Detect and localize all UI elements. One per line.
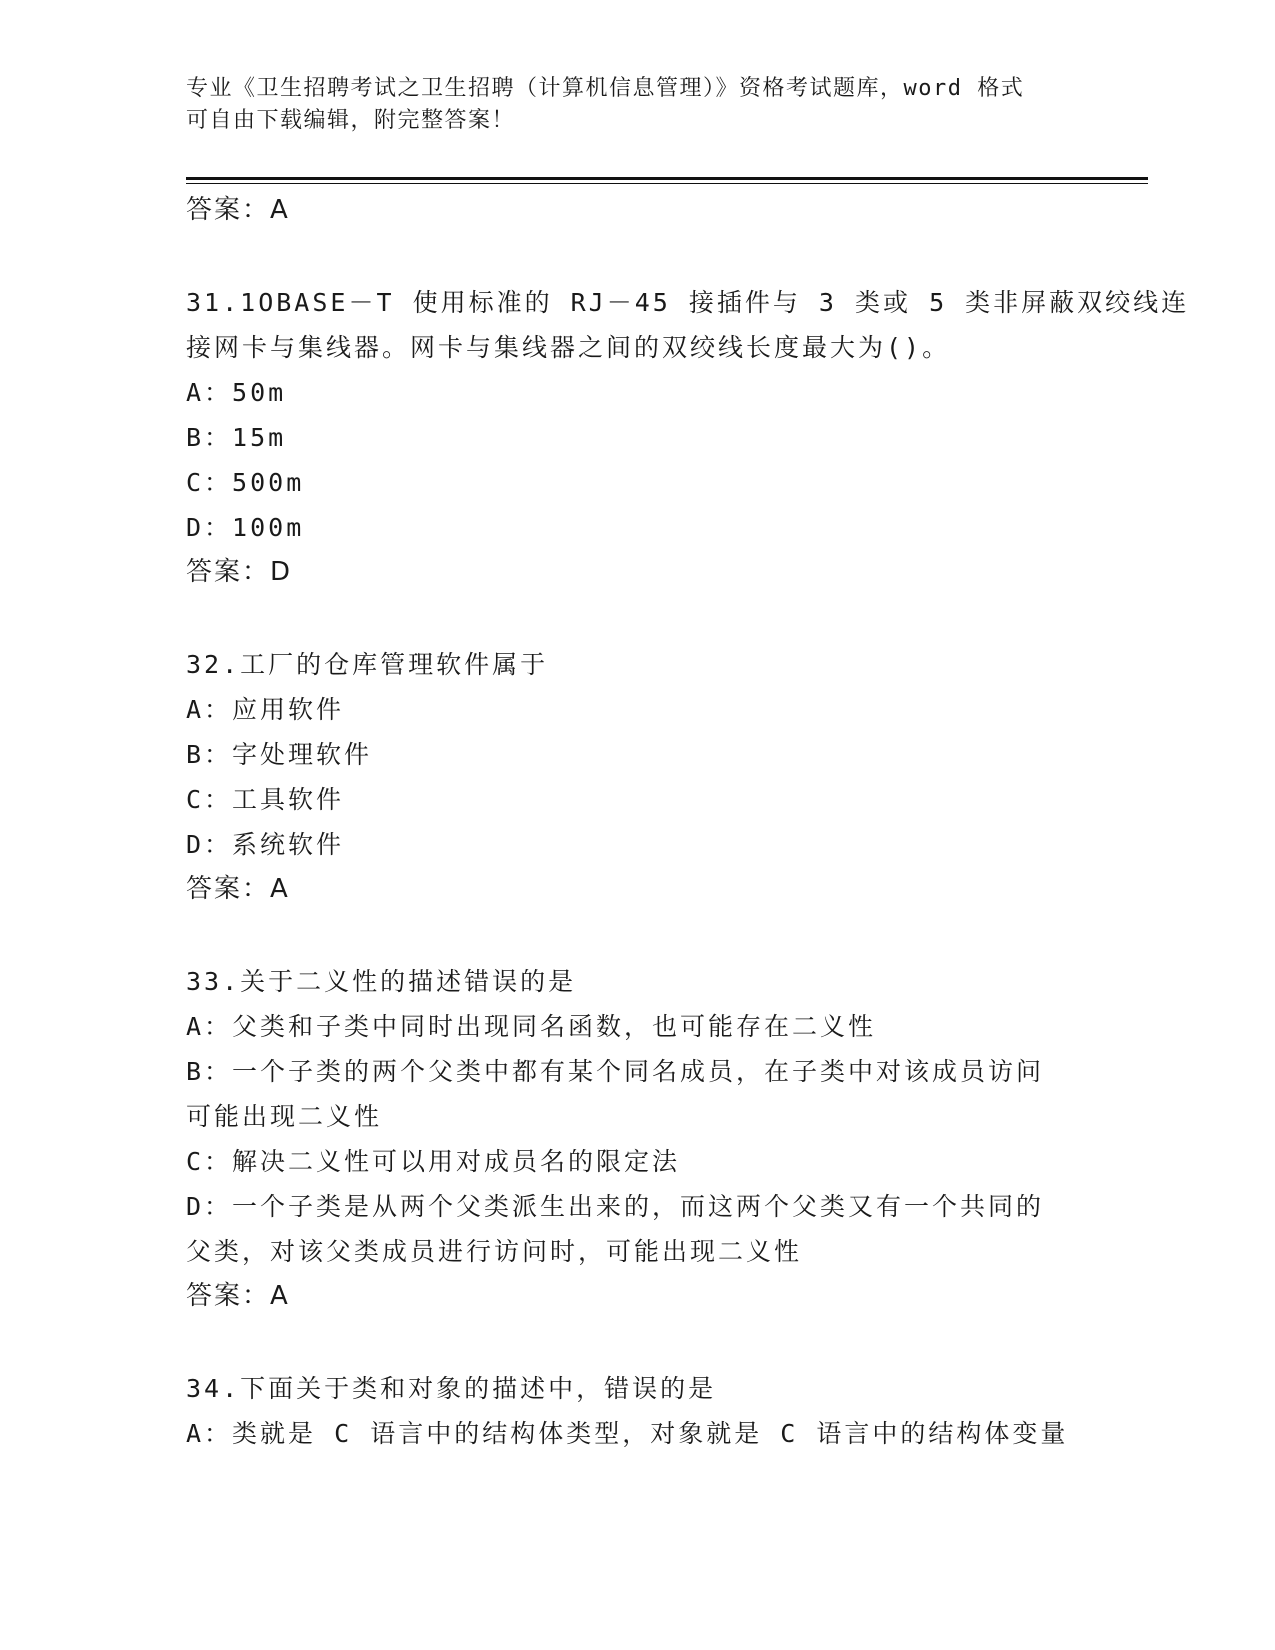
question-block — [186, 642, 1086, 912]
answer-option — [186, 777, 1086, 822]
question-block — [186, 959, 1086, 1319]
answer-option — [186, 822, 1086, 867]
previous-answer: 答案：A — [186, 195, 290, 225]
question-stem-line: 接网卡与集线器。网卡与集线器之间的双绞线长度最大为()。 — [186, 333, 951, 362]
question-block — [186, 1366, 1086, 1456]
answer-option-line: B：字处理软件 — [186, 740, 373, 769]
header-divider-thin — [186, 183, 1148, 184]
answer-key: 答案：D — [186, 557, 293, 587]
question-stem-line: 33.关于二义性的描述错误的是 — [186, 967, 577, 996]
answer-option-line: A：50m — [186, 378, 287, 407]
answer-option — [186, 370, 1086, 415]
question-gap — [186, 595, 1086, 642]
question-list — [186, 188, 1190, 1456]
answer-option-line: 可能出现二义性 — [186, 1102, 383, 1131]
question-stem-line: 32.工厂的仓库管理软件属于 — [186, 650, 549, 679]
answer-option — [186, 1139, 1086, 1184]
answer-option — [186, 732, 1086, 777]
header-line-1: 专业《卫生招聘考试之卫生招聘（计算机信息管理）》资格考试题库，word 格式 — [186, 76, 1025, 101]
answer-option — [186, 505, 1086, 550]
answer-option-line: A：父类和子类中同时出现同名函数，也可能存在二义性 — [186, 1012, 877, 1041]
answer-option — [186, 687, 1086, 732]
answer-option-line: B：一个子类的两个父类中都有某个同名成员，在子类中对该成员访问 — [186, 1057, 1045, 1086]
header-divider-thick — [186, 177, 1148, 180]
question-stem-line: 31.1OBASE－T 使用标准的 RJ－45 接插件与 3 类或 5 类非屏蔽双绞线连 — [186, 288, 1190, 317]
question-block — [186, 280, 1190, 595]
question-gap — [186, 912, 1086, 959]
question-stem — [186, 959, 1086, 1004]
answer-option — [186, 460, 1086, 505]
answer-key: 答案：A — [186, 874, 290, 904]
answer-option-line: 父类，对该父类成员进行访问时，可能出现二义性 — [186, 1237, 803, 1266]
answer-option — [186, 1004, 1086, 1049]
answer-option-line: B：15m — [186, 423, 287, 452]
question-stem-line: 34.下面关于类和对象的描述中，错误的是 — [186, 1374, 717, 1403]
header-line-2: 可自由下载编辑，附完整答案！ — [186, 108, 516, 133]
answer-option — [186, 1049, 1086, 1139]
answer-key: 答案：A — [186, 1281, 290, 1311]
answer-option-line: D：一个子类是从两个父类派生出来的，而这两个父类又有一个共同的 — [186, 1192, 1045, 1221]
answer-option — [186, 1411, 1086, 1456]
answer-option-line: D：100m — [186, 513, 305, 542]
question-stem — [186, 642, 1086, 687]
question-gap — [186, 1319, 1086, 1366]
answer-option-line: C：500m — [186, 468, 305, 497]
question-stem — [186, 280, 1190, 370]
answer-option-line: A：应用软件 — [186, 695, 345, 724]
question-gap — [186, 233, 1086, 280]
questions-container — [186, 233, 1190, 1456]
document-header — [186, 73, 1066, 137]
question-stem — [186, 1366, 1086, 1411]
answer-option — [186, 1184, 1086, 1274]
answer-option — [186, 415, 1086, 460]
answer-option-line: C：解决二义性可以用对成员名的限定法 — [186, 1147, 681, 1176]
answer-option-line: C：工具软件 — [186, 785, 345, 814]
answer-option-line: D：系统软件 — [186, 830, 345, 859]
answer-option-line: A：类就是 C 语言中的结构体类型，对象就是 C 语言中的结构体变量 — [186, 1419, 1069, 1448]
